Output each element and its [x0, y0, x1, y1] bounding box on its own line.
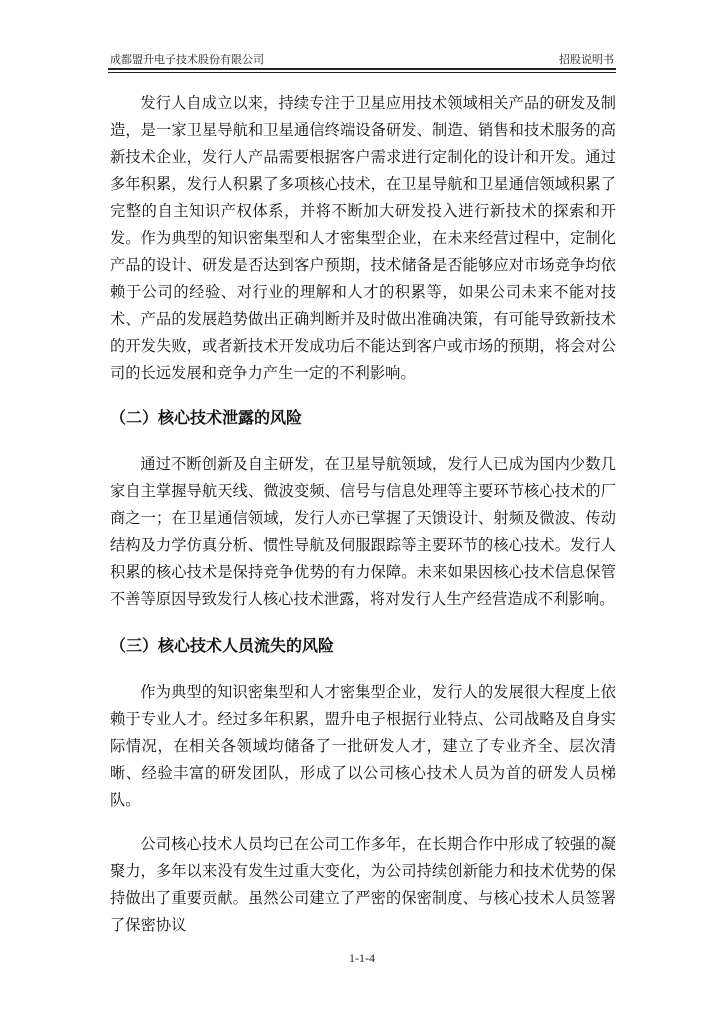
page-number: 1-1-4: [349, 951, 375, 965]
page-body: [110, 90, 616, 939]
body-paragraph-2: 通过不断创新及自主研发，在卫星导航领域，发行人已成为国内少数几家自主掌握导航天线、微波变频、信号与信息处理等主要环节核心技术的厂商之一；在卫星通信领域，发行人亦已掌握了天馈设计、射频及微波、传动结构及力学仿真分析、惯性导航及伺服跟踪等主要环节的核心技术。发行人积累的核心技术是保持竞争优势的有力保障。未来如果因核心技术信息保管不善等原因导致发行人核心技术泄露，将对发行人生产经营造成不利影响。: [110, 455, 616, 608]
header-rule-thin: [108, 72, 616, 73]
body-paragraph-1: 发行人自成立以来，持续专注于卫星应用技术领域相关产品的研发及制造，是一家卫星导航和卫星通信终端设备研发、制造、销售和技术服务的高新技术企业，发行人产品需要根据客户需求进行定制化的设计和开发。通过多年积累，发行人积累了多项核心技术，在卫星导航和卫星通信领域积累了完整的自主知识产权体系，并将不断加大研发投入进行新技术的探索和开发。作为典型的知识密集型和人才密集型企业，在未来经营过程中，定制化产品的设计、研发是否达到客户预期，技术储备是否能够应对市场竞争均依赖于公司的经验、对行业的理解和人才的积累等，如果公司未来不能对技术、产品的发展趋势做出正确判断并及时做出准确决策，有可能导致新技术的开发失败，或者新技术开发成功后不能达到客户或市场的预期，将会对公司的长远发展和竞争力产生一定的不利影响。: [110, 94, 616, 382]
header-document-type: 招股说明书: [559, 53, 614, 66]
page-header: [108, 52, 616, 68]
section-heading-core-staff-loss: （三）核心技术人员流失的风险: [110, 636, 335, 655]
body-paragraph-4: 公司核心技术人员均已在公司工作多年，在长期合作中形成了较强的凝聚力，多年以来没有发生过重大变化，为公司持续创新能力和技术优势的保持做出了重要贡献。虽然公司建立了严密的保密制度、与核心技术人员签署了保密协议: [110, 835, 616, 934]
section-heading-core-tech-leak: （二）核心技术泄露的风险: [110, 408, 303, 427]
header-company-name: 成都盟升电子技术股份有限公司: [110, 53, 264, 66]
header-rule-thick: [108, 68, 616, 70]
body-paragraph-3: 作为典型的知识密集型和人才密集型企业，发行人的发展很大程度上依赖于专业人才。经过多年积累，盟升电子根据行业特点、公司战略及自身实际情况，在相关各领域均储备了一批研发人才，建立了专业齐全、层次清晰、经验丰富的研发团队，形成了以公司核心技术人员为首的研发人员梯队。: [110, 683, 616, 809]
